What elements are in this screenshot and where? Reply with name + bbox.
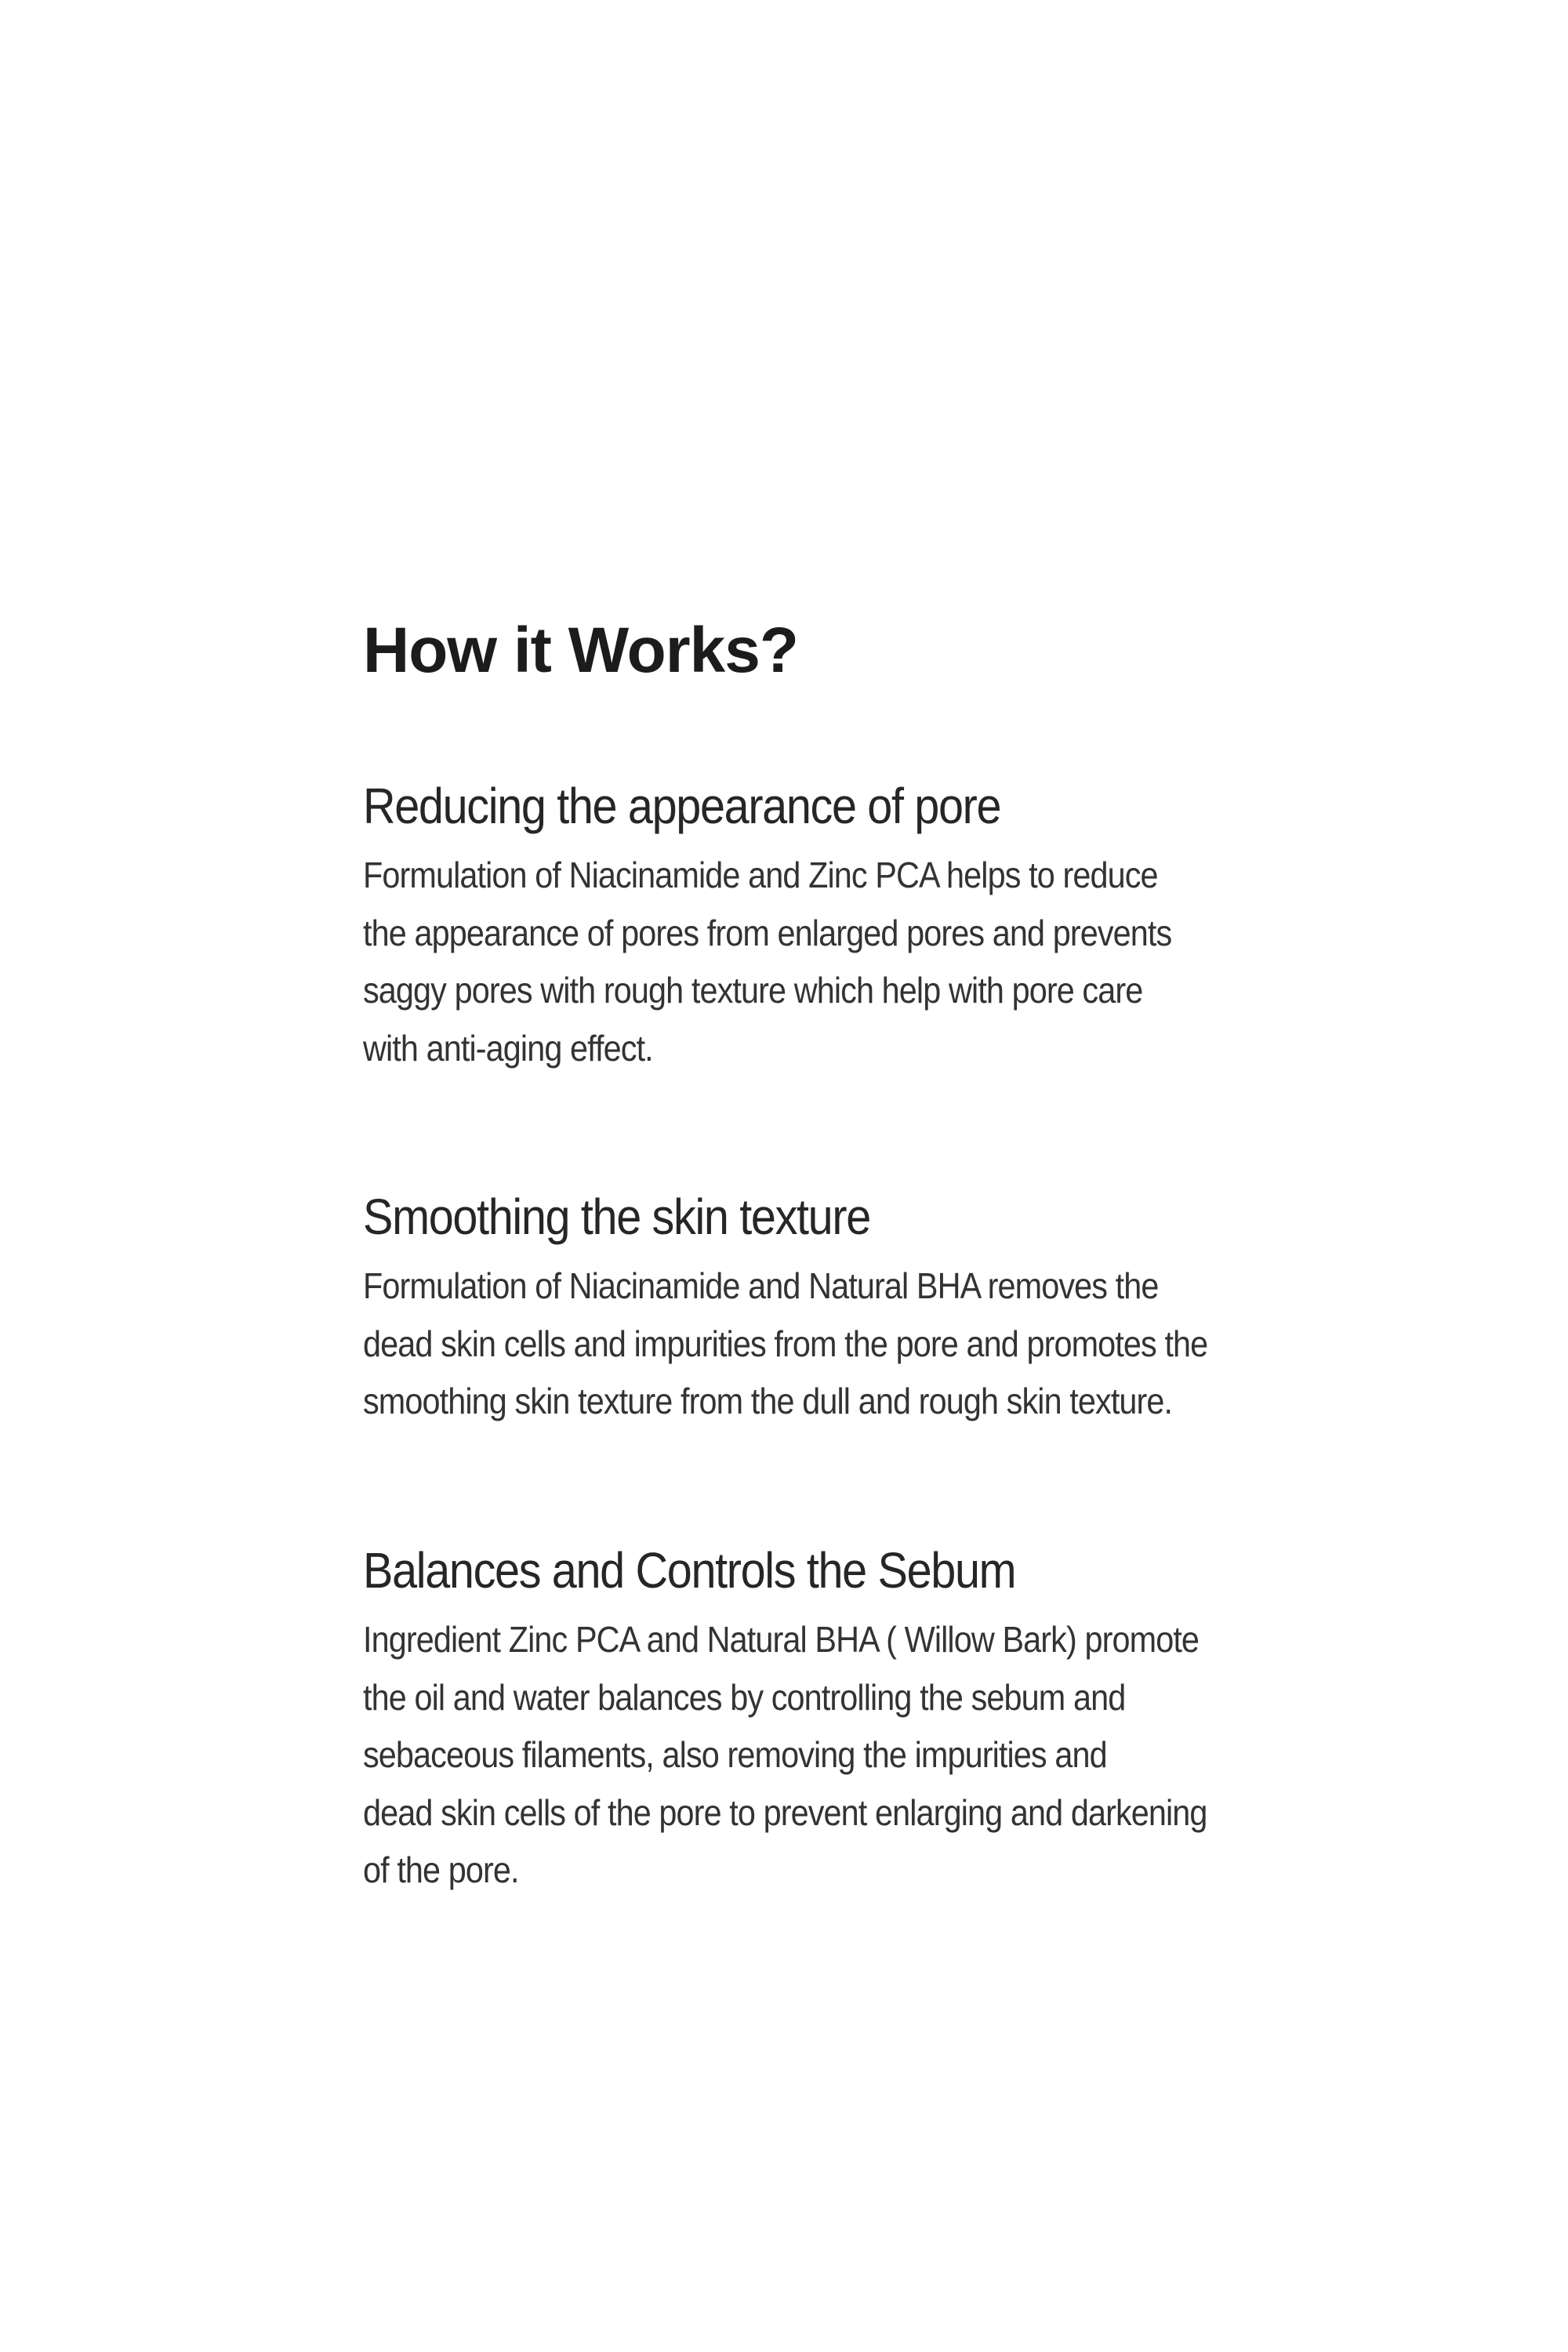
section-body [363,847,1261,1077]
body-line: dead skin cells and impurities from the pore and promotes the [363,1323,1208,1364]
page-title: How it Works? [363,615,798,686]
section-sebum-control [363,1539,1301,1900]
body-line: dead skin cells of the pore to prevent enlarging and darkening [363,1791,1207,1833]
section-heading: Balances and Controls the Sebum [363,1542,1016,1599]
body-line: smoothing skin texture from the dull and rough skin texture. [363,1381,1173,1421]
body-line: sebaceous filaments, also removing the impurities and [363,1734,1107,1775]
section-body [363,1258,1301,1431]
section-heading: Reducing the appearance of pore [363,778,1001,834]
body-line: Formulation of Niacinamide and Natural BHA removes the [363,1265,1159,1306]
body-line: of the pore. [363,1849,519,1890]
body-line: the oil and water balances by controlling the sebum and [363,1676,1126,1718]
body-line: with anti-aging effect. [363,1027,653,1069]
body-line: Ingredient Zinc PCA and Natural BHA ( Willow Bark) promote [363,1619,1200,1660]
body-line: saggy pores with rough texture which help with pore care [363,970,1143,1011]
section-smoothing-texture [363,1185,1301,1431]
body-line: the appearance of pores from enlarged pores and prevents [363,912,1172,953]
section-heading: Smoothing the skin texture [363,1189,870,1245]
section-body [363,1611,1301,1900]
body-line: Formulation of Niacinamide and Zinc PCA helps to reduce [363,855,1158,895]
section-reducing-pores [363,775,1261,1077]
